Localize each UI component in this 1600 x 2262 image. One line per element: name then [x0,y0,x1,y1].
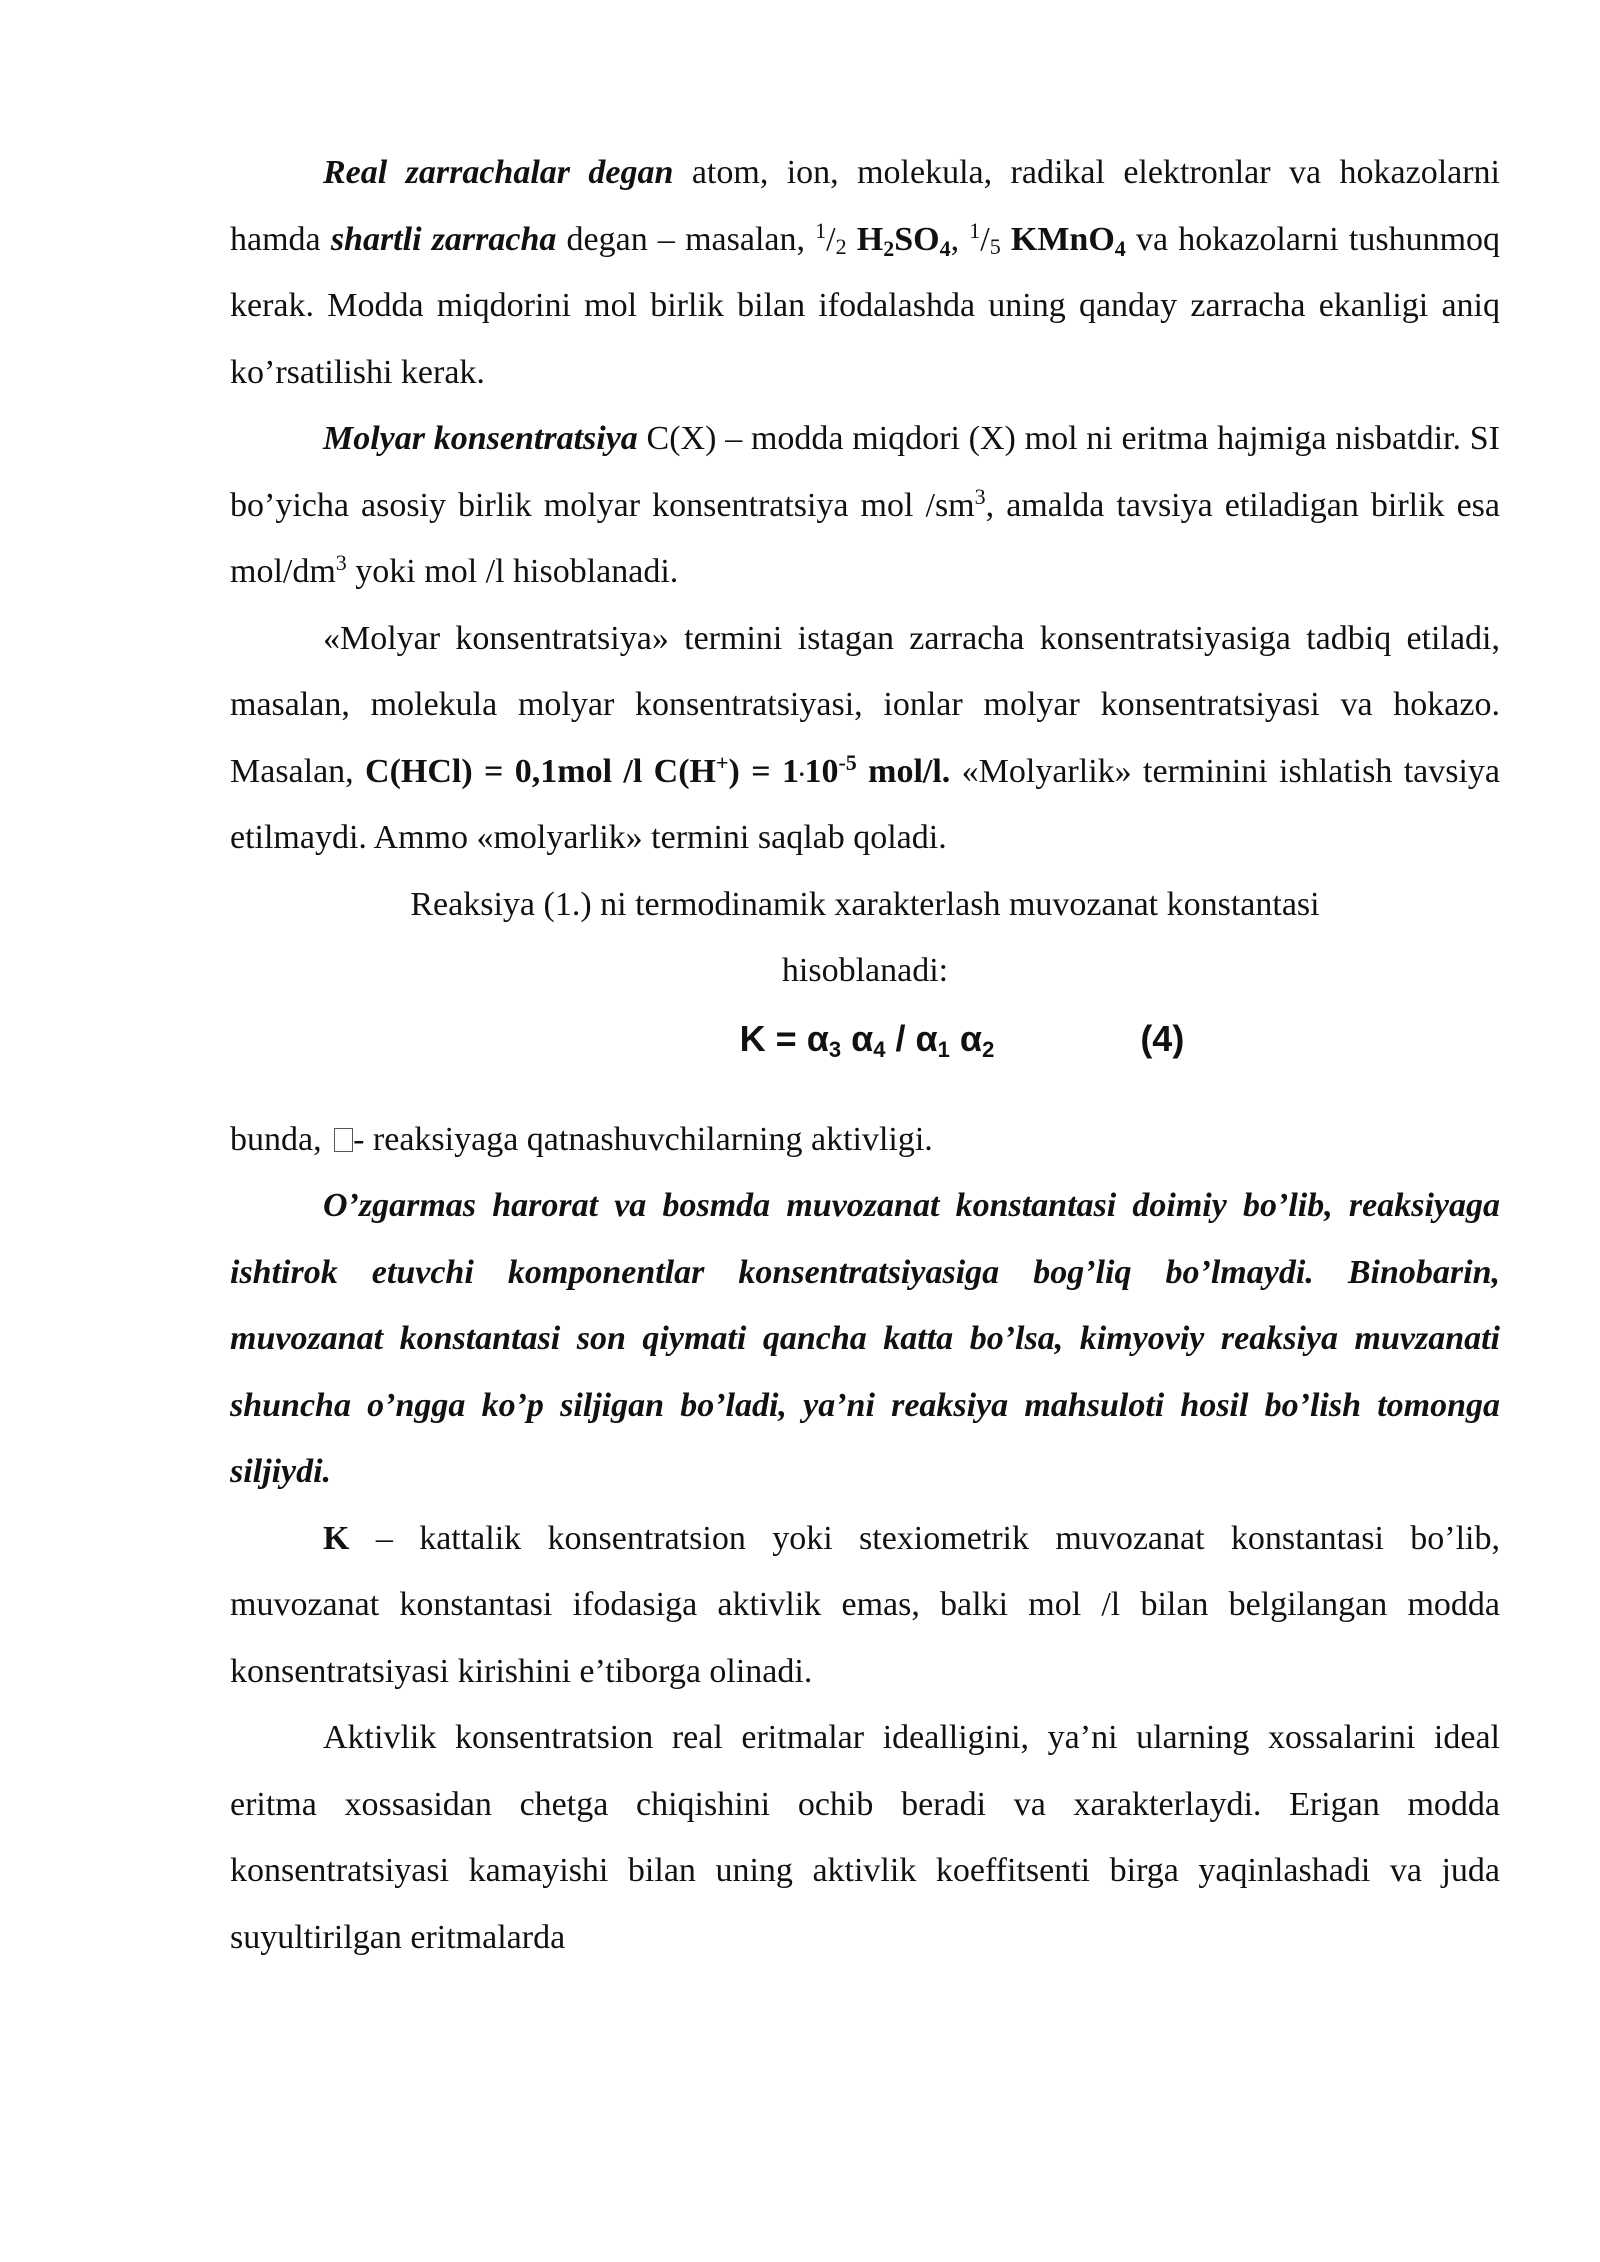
subscript: 4 [939,235,951,261]
equation-number: (4) [1140,1017,1185,1059]
paragraph-k-definition [230,1506,1500,1706]
subscript: 2 [883,235,895,261]
paragraph-reaction-line2: hisoblanadi: [781,952,949,989]
subscript: 2 [982,1036,995,1062]
paragraph-molar-term [230,606,1500,872]
document-page [230,140,1500,1971]
fraction-half [815,217,847,259]
subscript: 3 [828,1036,842,1062]
term-conditional-particle: shartli zarracha [330,220,557,258]
formula-h2so4 [856,220,951,261]
term-molar-concentration: Molyar konsentratsiya [323,420,638,457]
text: degan – masalan, [556,220,816,258]
text: «Molyar konsentratsiya» termini istagan zarracha konsentratsiyasiga tadbiq etiladi, masalan, molekula molyar konsentratsiyasi, ionlar molyar konsentratsiyasi va hokazo. Masalan, [230,619,1500,790]
text: C(X) – modda miqdori (X) mol ni eritma hajmiga nisbatdir. SI bo’yicha asosiy birlik molyar konsentratsiya mol /sm [230,420,1500,524]
text: , [950,220,970,258]
text: - reaksiyaga qatnashuvchilarning aktivligi. [353,1120,933,1158]
fraction-denominator: 5 [989,233,1001,259]
formula-part: SO [894,220,940,258]
text: va hokazolarni tushunmoq kerak. Modda miqdorini mol birlik bilan ifodalashda uning qanday zarracha ekanligi aniq ko’rsatilishi kerak. [230,220,1501,391]
formula-kmno4 [1010,220,1126,261]
superscript: 3 [974,483,986,509]
text: Aktivlik konsentratsion real eritmalar idealligini, ya’ni ularning xossalarini ideal eritma xossasidan chetga chiqishini ochib beradi va xarakterlaydi. Erigan modda konsentratsiyasi kamayishi bilan uning aktivlik koeffitsenti birga yaqinlashadi va juda suyultirilgan eritmalarda [230,1719,1500,1956]
formula-slash: / [885,1017,916,1059]
paragraph-real-particles [230,140,1500,406]
subscript: 1 [937,1036,950,1062]
subscript: 4 [1114,235,1126,261]
paragraph-where [230,1107,1500,1174]
superscript: -5 [838,749,857,775]
term-real-particles: Real zarrachalar degan [323,154,674,191]
formula-part: 10 [804,752,839,790]
paragraph-molar-concentration [230,406,1500,606]
fraction-slash: / [826,220,836,258]
paragraph-reaction-line1: Reaksiya (1.) ni termodinamik xarakterlash muvozanat konstantasi [410,885,1320,923]
fraction-numerator: 1 [969,217,981,243]
missing-glyph-icon [334,1128,353,1152]
superscript: 3 [335,550,347,575]
subscript: 4 [873,1036,886,1062]
alpha-symbol: α [851,1017,874,1059]
equilibrium-formula [230,1009,1500,1069]
emphasis-text: O’zgarmas harorat va bosmda muvozanat konstantasi doimiy bo’lib, reaksiyaga ishtirok etuvchi komponentlar konsentratsiyasiga bog’liq bo’lmaydi. Binobarin, muvozanat konstantasi son qiymati qancha katta bo’lsa, kimyoviy reaksiya muvzanati shuncha o’ngga ko’p siljigan bo’ladi, ya’ni reaksiya mahsuloti hosil bo’lish tomonga siljiydi. [230,1187,1500,1490]
example-formula [365,749,951,790]
text: , amalda tavsiya etiladigan birlik esa mol/dm [230,486,1500,590]
formula-part: KMnO [1010,220,1115,258]
fraction-denominator: 2 [835,233,847,259]
formula-expression [739,1017,995,1062]
multiplication-dot: . [798,755,805,781]
formula-part: C(HCl) = 0,1mol /l C(H [365,752,716,790]
text: atom, ion, molekula, radikal elektronlar va hokazolarni hamda [230,154,1500,258]
formula-part: ) = 1 [728,752,799,790]
formula-part: H [856,220,884,258]
symbol-k: K [323,1519,350,1557]
fraction-numerator: 1 [815,217,827,243]
alpha-symbol: α [806,1017,829,1059]
formula-k: K = [739,1017,807,1059]
paragraph-constant-statement [230,1173,1500,1506]
paragraph-activity [230,1705,1500,1971]
superscript: + [715,749,729,775]
fraction-slash: / [980,220,990,258]
fraction-fifth [969,217,1001,259]
alpha-symbol: α [915,1017,938,1059]
text: bunda, [230,1120,331,1158]
text: – kattalik konsentratsion yoki stexiometrik muvozanat konstantasi bo’lib, muvozanat konstantasi ifodasiga aktivlik emas, balki mol /l bilan belgilangan modda konsentratsiyasi kirishini e’tiborga olinadi. [230,1519,1500,1690]
text: «Molyarlik» terminini ishlatish tavsiya etilmaydi. Ammo «molyarlik» termini saqlab qoladi. [230,752,1501,856]
alpha-symbol: α [959,1017,983,1059]
formula-part: mol/l. [856,752,951,790]
text: yoki mol /l hisoblanadi. [346,553,679,590]
